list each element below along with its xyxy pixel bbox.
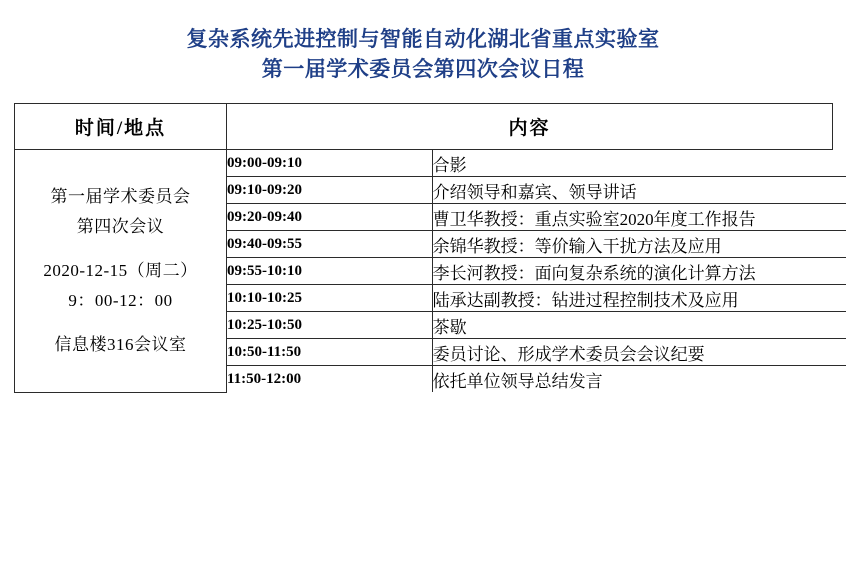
table-row [227,231,846,258]
agenda-description: 余锦华教授：等价输入干扰方法及应用 [432,231,846,258]
session-venue: 信息楼316会议室 [54,334,187,354]
table-row [227,177,846,204]
agenda-time: 10:25-10:50 [227,312,432,339]
table-row [227,366,846,393]
agenda-time: 11:50-12:00 [227,366,432,393]
agenda-time: 09:20-09:40 [227,204,432,231]
table-row [227,258,846,285]
header-time-place: 时间/地点 [15,104,227,150]
agenda-time: 09:55-10:10 [227,258,432,285]
table-row [227,204,846,231]
table-row [227,339,846,366]
agenda-time: 09:40-09:55 [227,231,432,258]
session-date: 2020-12-15（周二） [43,260,198,280]
header-content: 内容 [227,104,833,150]
session-time: 9：00-12：00 [68,290,173,310]
table-row [227,150,846,177]
agenda-time: 09:00-09:10 [227,150,432,177]
agenda-time: 10:50-11:50 [227,339,432,366]
agenda-description: 曹卫华教授：重点实验室2020年度工作报告 [432,204,846,231]
session-title-line-2: 第四次会议 [76,216,165,236]
table-body-row [15,150,833,393]
session-title-line-1: 第一届学术委员会 [50,186,191,206]
agenda-description: 李长河教授：面向复杂系统的演化计算方法 [432,258,846,285]
agenda-description: 介绍领导和嘉宾、领导讲话 [432,177,846,204]
agenda-description: 陆承达副教授：钻进过程控制技术及应用 [432,285,846,312]
agenda-description: 合影 [432,150,846,177]
agenda-time: 10:10-10:25 [227,285,432,312]
title-line-2: 第一届学术委员会第四次会议日程 [261,57,585,81]
document-title [0,0,846,84]
table-header-row [15,104,833,150]
session-info-cell [15,150,227,393]
agenda-time: 09:10-09:20 [227,177,432,204]
agenda-description: 委员讨论、形成学术委员会会议纪要 [432,339,846,366]
table-row [227,285,846,312]
agenda-table [227,150,846,392]
schedule-table-wrapper [14,103,832,393]
agenda-description: 茶歇 [432,312,846,339]
schedule-table [14,103,833,393]
agenda-description: 依托单位领导总结发言 [432,366,846,393]
table-row [227,312,846,339]
agenda-cell [227,150,833,393]
title-line-1: 复杂系统先进控制与智能自动化湖北省重点实验室 [186,27,660,51]
